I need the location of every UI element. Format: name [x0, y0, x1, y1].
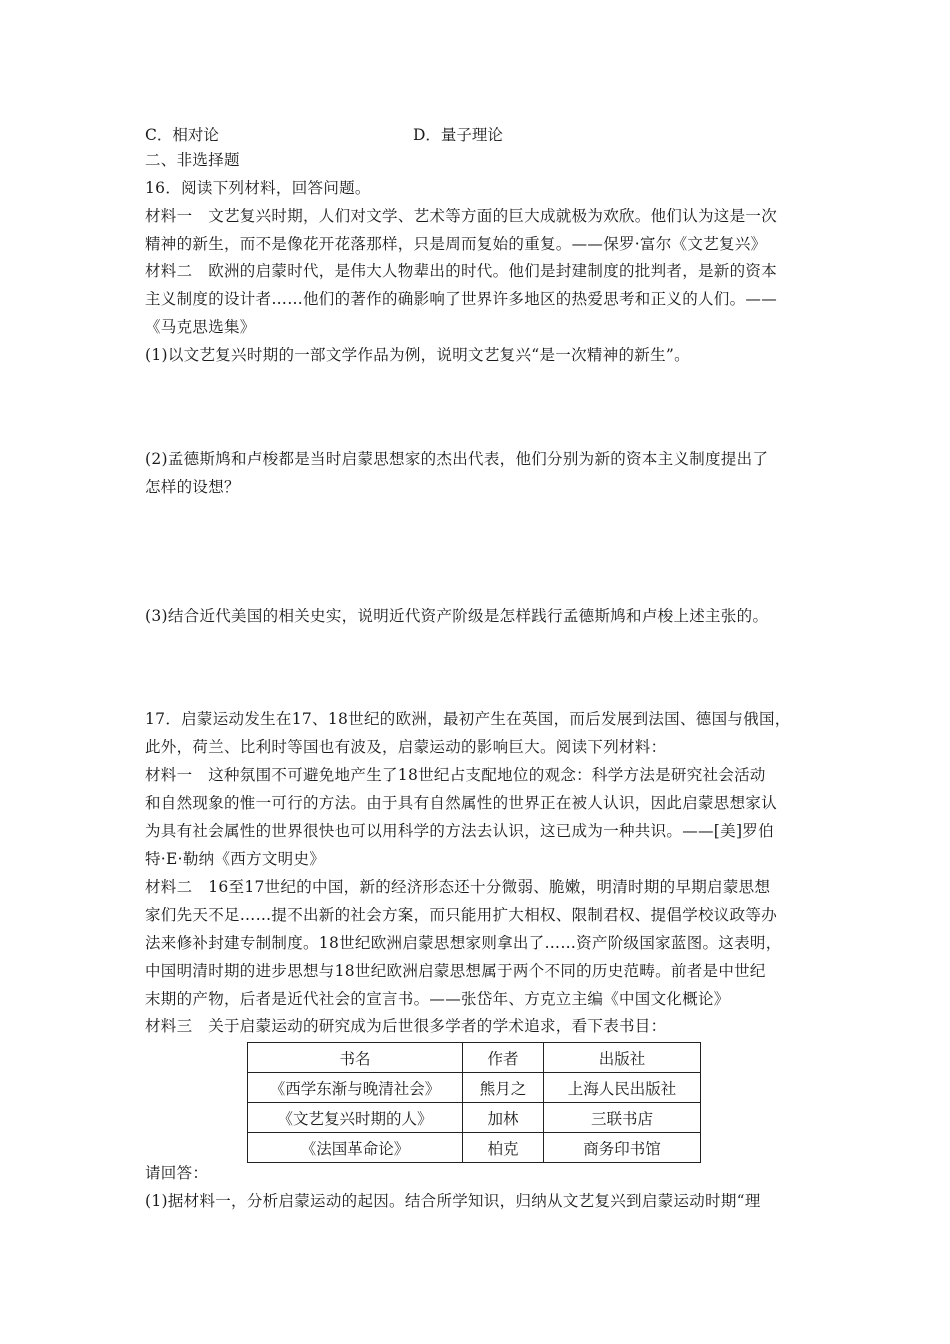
table-header-cell: 作者 — [463, 1043, 544, 1073]
q16-subquestion-2: 怎样的设想？ — [145, 478, 240, 496]
table-cell: 熊月之 — [463, 1073, 544, 1103]
section-title: 二、非选择题 — [145, 151, 240, 169]
option-c: C．相对论 — [145, 126, 219, 144]
q17-material-1-line: 特·E·勒纳《西方文明史》 — [145, 850, 326, 868]
q16-material-2-line: 主义制度的设计者……他们的著作的确影响了世界许多地区的热爱思考和正义的人们。—— — [145, 290, 778, 308]
table-header-cell: 出版社 — [544, 1043, 701, 1073]
table-cell: 《法国革命论》 — [248, 1133, 463, 1163]
table-cell: 《文艺复兴时期的人》 — [248, 1103, 463, 1133]
q16-subquestion-3: (3)结合近代美国的相关史实，说明近代资产阶级是怎样践行孟德斯鸠和卢梭上述主张的。 — [145, 607, 769, 625]
table-row — [248, 1073, 701, 1103]
q17-material-2-line: 法来修补封建专制制度。18世纪欧洲启蒙思想家则拿出了……资产阶级国家蓝图。这表明， — [145, 934, 782, 952]
option-d: D．量子理论 — [413, 126, 503, 144]
q16-material-1-line: 精神的新生，而不是像花开花落那样，只是周而复始的重复。——保罗·富尔《文艺复兴》 — [145, 235, 767, 253]
q17-stem: 此外，荷兰、比利时等国也有波及，启蒙运动的影响巨大。阅读下列材料： — [145, 738, 667, 756]
q17-material-2-line: 材料二 16至17世纪的中国，新的经济形态还十分微弱、脆嫩，明清时期的早期启蒙思想 — [145, 878, 771, 896]
table-cell: 《西学东渐与晚清社会》 — [248, 1073, 463, 1103]
q17-material-2-line: 末期的产物，后者是近代社会的宣言书。——张岱年、方克立主编《中国文化概论》 — [145, 990, 730, 1008]
table-cell: 商务印书馆 — [544, 1133, 701, 1163]
table-cell: 三联书店 — [544, 1103, 701, 1133]
q16-material-2-line: 《马克思选集》 — [145, 318, 256, 336]
table-row — [248, 1133, 701, 1163]
q17-subquestion-1: (1)据材料一，分析启蒙运动的起因。结合所学知识，归纳从文艺复兴到启蒙运动时期“理 — [145, 1192, 761, 1210]
q17-material-2-line: 中国明清时期的进步思想与18世纪欧洲启蒙思想属于两个不同的历史范畴。前者是中世纪 — [145, 962, 766, 980]
q17-material-1-line: 材料一 这种氛围不可避免地产生了18世纪占支配地位的观念：科学方法是研究社会活动 — [145, 766, 766, 784]
table-cell: 加林 — [463, 1103, 544, 1133]
table-header-cell: 书名 — [248, 1043, 463, 1073]
q17-stem: 17．启蒙运动发生在17、18世纪的欧洲，最初产生在英国，而后发展到法国、德国与俄国， — [145, 710, 791, 728]
table-header-row — [248, 1043, 701, 1073]
q16-stem: 16．阅读下列材料，回答问题。 — [145, 179, 371, 197]
q17-material-1-line: 为具有社会属性的世界很快也可以用科学的方法去认识，这已成为一种共识。——[美]罗伯 — [145, 822, 774, 840]
q16-subquestion-2: (2)孟德斯鸠和卢梭都是当时启蒙思想家的杰出代表，他们分别为新的资本主义制度提出了 — [145, 450, 769, 468]
table-row — [248, 1103, 701, 1133]
table-cell: 柏克 — [463, 1133, 544, 1163]
q16-subquestion-1: (1)以文艺复兴时期的一部文学作品为例，说明文艺复兴“是一次精神的新生”。 — [145, 346, 690, 364]
q16-material-1-line: 材料一 文艺复兴时期，人们对文学、艺术等方面的巨大成就极为欢欣。他们认为这是一次 — [145, 207, 778, 225]
q17-material-2-line: 家们先天不足……提不出新的社会方案，而只能用扩大相权、限制君权、提倡学校议政等办 — [145, 906, 778, 924]
q16-material-2-line: 材料二 欧洲的启蒙时代，是伟大人物辈出的时代。他们是封建制度的批判者，是新的资本 — [145, 262, 778, 280]
book-list-table — [247, 1042, 701, 1163]
q17-prompt: 请回答： — [145, 1164, 209, 1182]
q17-material-1-line: 和自然现象的惟一可行的方法。由于具有自然属性的世界正在被人认识，因此启蒙思想家认 — [145, 794, 778, 812]
table-cell: 上海人民出版社 — [544, 1073, 701, 1103]
q17-material-3-line: 材料三 关于启蒙运动的研究成为后世很多学者的学术追求，看下表书目： — [145, 1017, 667, 1035]
